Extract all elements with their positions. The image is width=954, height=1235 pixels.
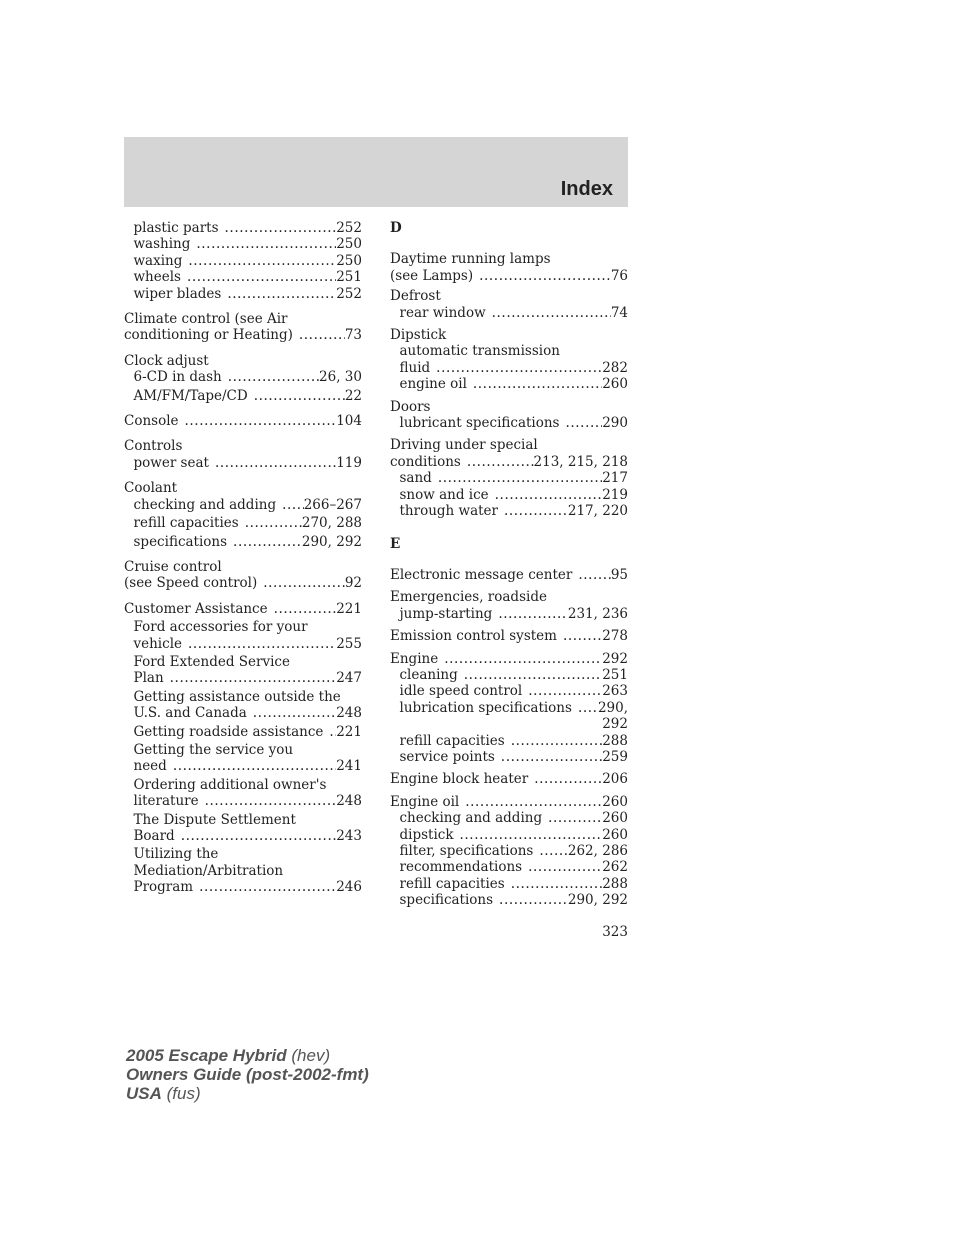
index-line [390, 415, 628, 431]
index-line [390, 376, 628, 392]
dot-leader [199, 879, 336, 895]
index-term: literature [133, 793, 199, 810]
page-ref: 104 [336, 413, 362, 430]
dot-leader [464, 667, 602, 683]
index-line [390, 749, 628, 765]
index-term: through water [399, 503, 498, 520]
index-term: AM/FM/Tape/CD [133, 387, 248, 404]
page-ref: 73 [344, 327, 362, 344]
footer-line-1: 2005 Escape Hybrid (hev) [126, 1046, 331, 1065]
index-line [390, 628, 628, 644]
dot-leader [528, 683, 602, 699]
dot-leader [205, 793, 337, 809]
page-number: 323 [602, 924, 628, 940]
page-ref: 290 [602, 415, 628, 432]
index-entry [124, 236, 362, 252]
index-entry [390, 251, 628, 284]
dot-leader [245, 515, 302, 531]
dot-leader [563, 628, 602, 644]
index-line [124, 286, 362, 302]
index-line [390, 700, 628, 716]
index-letter-heading [390, 220, 628, 236]
dot-leader [254, 388, 345, 404]
dot-leader [181, 828, 337, 844]
page-ref: 213, 215, 218 [533, 453, 628, 470]
index-entry [124, 388, 362, 404]
index-line: E [390, 535, 401, 552]
page-ref: 292 [602, 650, 628, 667]
dot-leader [188, 636, 336, 652]
index-line [124, 497, 362, 513]
page-ref: 262 [602, 859, 628, 876]
page-ref: 290, 292 [567, 892, 628, 909]
page-ref: 217 [602, 470, 628, 487]
index-term: snow and ice [399, 486, 489, 503]
dot-leader [227, 286, 336, 302]
index-term: cleaning [399, 666, 458, 683]
index-term: idle speed control [399, 683, 523, 700]
page-ref: 260 [602, 376, 628, 393]
index-term: refill capacities [399, 732, 505, 749]
index-entry [124, 689, 362, 722]
index-line [124, 758, 362, 774]
index-term: need [133, 758, 167, 775]
dot-leader [499, 892, 568, 908]
dot-leader [548, 810, 602, 826]
index-line [390, 683, 628, 699]
index-line [124, 327, 362, 343]
index-entry [124, 619, 362, 652]
index-line [390, 454, 628, 470]
index-term: rear window [399, 304, 486, 321]
page-ref: 206 [602, 771, 628, 788]
page-ref: 243 [336, 828, 362, 844]
index-term: plastic parts [133, 220, 219, 236]
dot-leader [225, 220, 337, 236]
index-term: lubrication specifications [399, 699, 572, 716]
index-entry [124, 601, 362, 617]
dot-leader [438, 470, 602, 486]
index-term: engine oil [399, 376, 467, 393]
dot-leader [539, 843, 568, 859]
index-line [124, 705, 362, 721]
page-ref: 247 [336, 670, 362, 687]
index-line: automatic transmission [399, 343, 560, 360]
page-ref: 262, 286 [567, 843, 628, 859]
index-line [390, 651, 628, 667]
page-ref: 266–267 [303, 496, 362, 513]
footer [126, 1046, 369, 1103]
index-term: fluid [399, 359, 431, 376]
page-ref: 252 [336, 220, 362, 236]
index-line [124, 670, 362, 686]
index-line [390, 606, 628, 622]
index-entry [390, 567, 628, 583]
index-line [390, 503, 628, 519]
dot-leader [329, 724, 336, 740]
dot-leader [253, 705, 336, 721]
index-line [124, 828, 362, 844]
header-band [124, 137, 628, 207]
index-term: sand [399, 470, 432, 487]
index-term: (see Lamps) [390, 267, 474, 284]
index-line [124, 388, 362, 404]
page-ref: 260 [602, 793, 628, 810]
page-ref: 290, 292 [301, 533, 362, 550]
index-term: refill capacities [133, 515, 239, 532]
index-letter-heading [390, 536, 628, 552]
page-ref: 255 [336, 635, 362, 652]
index-term: Emission control system [390, 628, 557, 645]
index-entry [124, 654, 362, 687]
page-ref: 26, 30 [319, 369, 362, 386]
dot-leader [578, 567, 610, 583]
dot-leader [274, 601, 337, 617]
page-ref: 119 [336, 454, 362, 471]
index-entry [124, 777, 362, 810]
index-term: Plan [133, 670, 164, 687]
index-line [390, 733, 628, 749]
index-term: power seat [133, 454, 209, 471]
dot-leader [170, 670, 337, 686]
dot-leader [511, 733, 603, 749]
index-line: Daytime running lamps [390, 251, 551, 268]
dot-leader [185, 413, 337, 429]
index-term: refill capacities [399, 875, 505, 892]
index-line [124, 793, 362, 809]
index-column-left [124, 220, 362, 896]
index-term: vehicle [133, 635, 182, 652]
index-entry [390, 327, 628, 393]
index-line: Cruise control [124, 558, 222, 575]
page-ref: 290, [597, 699, 628, 716]
index-entry [124, 438, 362, 471]
index-entry [124, 559, 362, 592]
index-term: wheels [133, 269, 181, 286]
index-term: Engine block heater [390, 771, 529, 788]
index-entry [124, 253, 362, 269]
index-term: lubricant specifications [399, 415, 560, 432]
page-ref: 282 [602, 359, 628, 376]
index-term: Getting roadside assistance [133, 723, 324, 740]
index-entry [390, 399, 628, 432]
index-term: conditions [390, 453, 461, 470]
index-line [124, 601, 362, 617]
index-term: Console [124, 413, 179, 430]
index-line: Clock adjust [124, 352, 209, 369]
dot-leader [282, 497, 304, 513]
index-line: Driving under special [390, 437, 538, 454]
index-entry [390, 794, 628, 909]
page-ref: 76 [610, 267, 628, 284]
page-ref: 252 [336, 285, 362, 302]
index-line [390, 567, 628, 583]
dot-leader [188, 253, 336, 269]
index-line [390, 843, 628, 859]
page-ref: 241 [336, 758, 362, 775]
index-entry [124, 269, 362, 285]
dot-leader [228, 369, 319, 385]
index-term: (see Speed control) [124, 575, 258, 592]
index-line: Mediation/Arbitration [133, 862, 284, 879]
index-entry [124, 480, 362, 513]
index-entry [390, 589, 628, 622]
index-entry [390, 437, 628, 519]
dot-leader [299, 327, 345, 343]
index-line [124, 879, 362, 895]
index-line: D [390, 220, 402, 236]
page-ref: 288 [602, 875, 628, 892]
page-ref: 74 [610, 304, 628, 321]
index-line [124, 515, 362, 531]
dot-leader [436, 360, 602, 376]
index-entry [124, 515, 362, 531]
index-entry [390, 288, 628, 321]
index-line: Emergencies, roadside [390, 589, 547, 606]
index-entry [390, 628, 628, 644]
dot-leader [511, 876, 603, 892]
index-line [124, 575, 362, 591]
page-ref: 260 [602, 826, 628, 843]
index-term: conditioning or Heating) [124, 327, 293, 344]
dot-leader [492, 305, 611, 321]
index-term: U.S. and Canada [133, 705, 247, 722]
index-entry [124, 311, 362, 344]
index-line [124, 369, 362, 385]
page-ref: 231, 236 [567, 605, 628, 622]
page-ref: 217, 220 [567, 503, 628, 520]
index-term: Electronic message center [390, 566, 573, 583]
page-ref: 22 [344, 387, 362, 404]
page-ref: 250 [336, 236, 362, 253]
page-ref: 270, 288 [301, 515, 362, 532]
dot-leader [528, 859, 602, 875]
page-ref: 219 [602, 486, 628, 503]
index-term: dipstick [399, 826, 454, 843]
index-line: Ford Extended Service [133, 653, 290, 670]
page-ref: 278 [602, 628, 628, 645]
index-line [124, 455, 362, 471]
dot-leader [495, 487, 603, 503]
index-line: Controls [124, 438, 183, 455]
page-ref: 263 [602, 683, 628, 700]
page-ref: 248 [336, 793, 362, 810]
dot-leader [501, 749, 602, 765]
index-entry [124, 812, 362, 845]
index-line: Climate control (see Air [124, 311, 288, 328]
index-entry [124, 724, 362, 740]
index-term: Customer Assistance [124, 600, 268, 617]
page-ref: 92 [344, 575, 362, 592]
index-line [124, 236, 362, 252]
dot-leader [263, 575, 345, 591]
index-term: Engine oil [390, 793, 460, 810]
index-line: Getting assistance outside the [133, 688, 341, 705]
index-term: washing [133, 236, 191, 253]
page-ref: 251 [336, 269, 362, 286]
dot-leader [465, 794, 602, 810]
index-line [390, 859, 628, 875]
dot-leader [233, 534, 302, 550]
dot-leader [187, 269, 336, 285]
page-ref: 95 [610, 566, 628, 583]
dot-leader [566, 415, 603, 431]
index-line: Ordering additional owner's [133, 776, 327, 793]
index-line [390, 810, 628, 826]
dot-leader [479, 268, 611, 284]
index-line [124, 220, 362, 236]
index-entry [124, 534, 362, 550]
index-entry [124, 413, 362, 429]
index-term: checking and adding [133, 496, 277, 513]
page-ref: 246 [336, 879, 362, 896]
index-entry [124, 742, 362, 775]
index-term: jump-starting [399, 605, 493, 622]
dot-leader [460, 827, 603, 843]
footer-line-3: USA (fus) [126, 1084, 201, 1103]
index-line [390, 827, 628, 843]
index-term: Program [133, 879, 194, 896]
page-ref: 250 [336, 252, 362, 269]
index-line [390, 305, 628, 321]
index-term: checking and adding [399, 810, 543, 827]
index-term: specifications [399, 892, 494, 909]
page-ref: 221 [336, 723, 362, 740]
index-line: Doors [390, 398, 431, 415]
index-line: The Dispute Settlement [133, 811, 296, 828]
index-line: Defrost [390, 288, 441, 305]
index-line [390, 470, 628, 486]
index-line [390, 360, 628, 376]
index-entry [124, 220, 362, 236]
dot-leader [467, 454, 534, 470]
index-line: Utilizing the [133, 846, 219, 863]
page-ref: 288 [602, 732, 628, 749]
index-column-right [390, 220, 628, 909]
index-line [124, 269, 362, 285]
index-line [124, 636, 362, 652]
index-line [390, 794, 628, 810]
page-ref: 260 [602, 810, 628, 827]
index-term: recommendations [399, 859, 523, 876]
index-entry [124, 846, 362, 895]
index-line [124, 413, 362, 429]
dot-leader [504, 503, 568, 519]
index-entry [124, 286, 362, 302]
index-line: Ford accessories for your [133, 619, 308, 636]
dot-leader [473, 376, 602, 392]
index-line: Dipstick [390, 327, 447, 344]
footer-line-2: Owners Guide (post-2002-fmt) [126, 1065, 369, 1084]
dot-leader [173, 758, 336, 774]
index-entry [124, 353, 362, 386]
dot-leader [444, 651, 602, 667]
index-line: 292 [602, 716, 628, 733]
index-line [390, 268, 628, 284]
dot-leader [534, 771, 602, 787]
index-term: service points [399, 748, 495, 765]
page-ref: 248 [336, 705, 362, 722]
dot-leader [196, 236, 336, 252]
dot-leader [578, 700, 598, 716]
index-entry [390, 651, 628, 766]
index-term: 6-CD in dash [133, 369, 222, 386]
index-line [124, 534, 362, 550]
index-line: Getting the service you [133, 741, 294, 758]
index-line [124, 253, 362, 269]
index-line: Coolant [124, 480, 178, 497]
index-entry [390, 771, 628, 787]
page-ref: 251 [602, 666, 628, 683]
index-term: Board [133, 828, 175, 844]
page-ref: 221 [336, 600, 362, 617]
index-line [390, 876, 628, 892]
dot-leader [215, 455, 336, 471]
index-term: filter, specifications [399, 843, 534, 859]
index-term: Engine [390, 650, 439, 667]
page-ref: 259 [602, 748, 628, 765]
index-line [390, 771, 628, 787]
index-line [390, 892, 628, 908]
index-line [124, 724, 362, 740]
page-title: Index [560, 178, 613, 200]
dot-leader [498, 606, 568, 622]
index-term: wiper blades [133, 285, 222, 302]
index-line [390, 487, 628, 503]
index-term: specifications [133, 533, 228, 550]
index-line [390, 667, 628, 683]
index-term: waxing [133, 252, 183, 269]
